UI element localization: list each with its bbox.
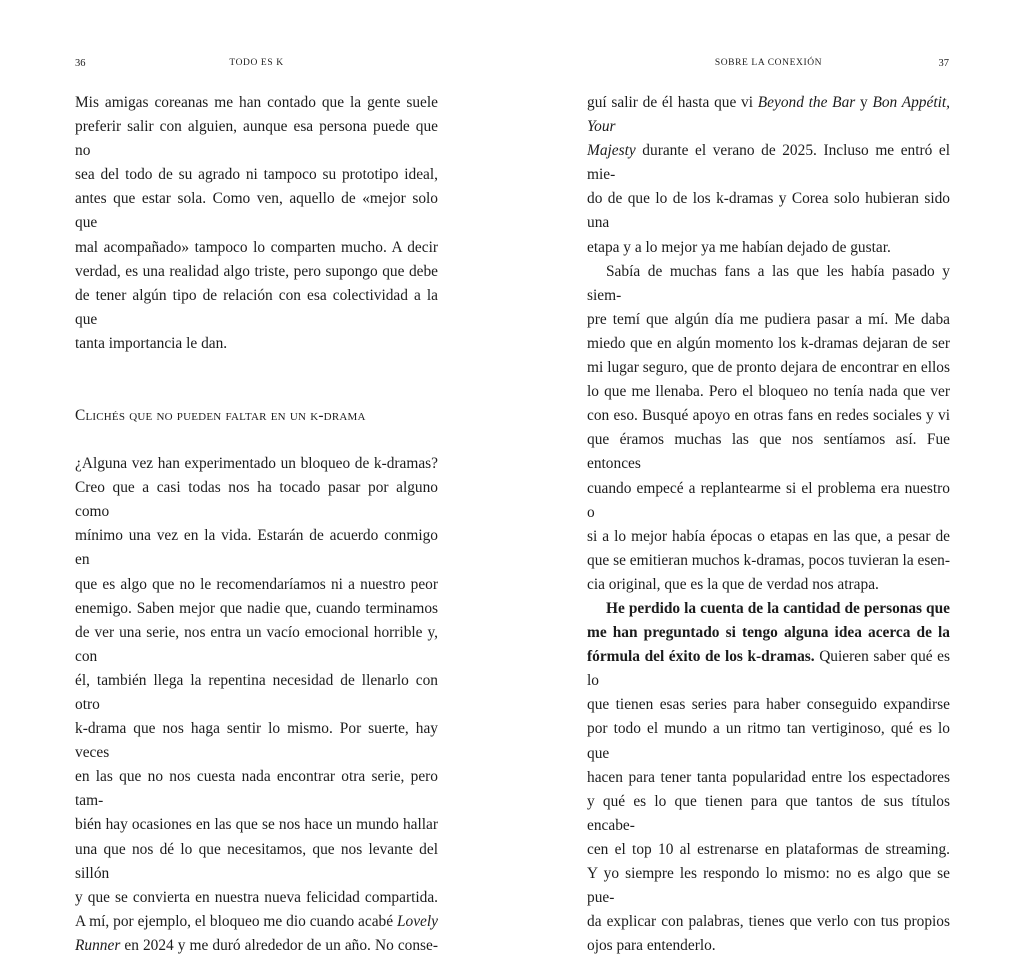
text-line: una que nos dé lo que necesitamos, que nos levante del sillón [75, 840, 438, 882]
text-line: lo que me llenaba. Pero el bloqueo no tenía nada que ver [587, 383, 950, 401]
text-line: mínimo una vez en la vida. Estarán de acuerdo conmigo en [75, 527, 438, 569]
text-line: cia original, que es la que de verdad nos atrapa. [587, 575, 879, 593]
left-body-text [75, 91, 438, 958]
text-line: ¿Alguna vez han experimentado un bloqueo de k-dramas? [75, 455, 438, 473]
text-line: con eso. Busqué apoyo en otras fans en redes sociales y vi [587, 407, 950, 425]
text-line: Creo que a casi todas nos ha tocado pasar por alguno como [75, 479, 438, 521]
text-line: que es algo que no le recomendaríamos ni a nuestro peor [75, 575, 438, 593]
text-line: que tienen esas series para haber conseguido expandirse [587, 696, 950, 714]
title-italic: Majesty [587, 142, 636, 160]
text-line: él, también llega la repentina necesidad de llenarlo con otro [75, 671, 438, 713]
title-italic: Lovely [396, 912, 438, 930]
text-run-bold: fórmula del éxito de los k-dramas. [587, 648, 815, 666]
text-run: en 2024 y me duró alrededor de un año. No conse- [120, 936, 438, 954]
right-page [512, 0, 1024, 955]
text-line: cen el top 10 al estrenarse en plataformas de streaming. [587, 840, 950, 858]
text-line: He perdido la cuenta de la cantidad de personas que [606, 599, 950, 617]
text-line: pre temí que algún día me pudiera pasar a mí. Me daba [587, 310, 950, 328]
text-line: da explicar con palabras, tienes que verlo con tus propios [587, 913, 950, 931]
paragraph [587, 597, 950, 958]
text-line: Mis amigas coreanas me han contado que la gente suele [75, 94, 438, 111]
text-line: sea del todo de su agrado ni tampoco su prototipo ideal, [75, 166, 438, 184]
running-head: TODO ES K [229, 58, 284, 68]
paragraph [75, 91, 438, 356]
text-line: tanta importancia le dan. [75, 334, 228, 352]
text-line: Sabía de muchas fans a las que les había pasado y siem- [587, 262, 950, 304]
title-italic: Runner [75, 936, 121, 954]
paragraph [587, 91, 950, 260]
running-head: SOBRE LA CONEXIÓN [714, 58, 823, 68]
text-line: por todo el mundo a un ritmo tan vertiginoso, qué es lo que [587, 720, 950, 762]
text-line [75, 910, 438, 934]
text-line: Y yo siempre les respondo lo mismo: no es algo que se pue- [587, 865, 950, 907]
text-line: bién hay ocasiones en las que se nos hace un mundo hallar [75, 816, 438, 834]
text-line: k-drama que nos haga sentir lo mismo. Por suerte, hay veces [75, 720, 438, 762]
right-body-text [587, 91, 950, 958]
left-page [0, 0, 512, 954]
text-run: y [855, 94, 873, 111]
paragraph [587, 260, 950, 597]
text-line: antes que estar sola. Como ven, aquello de «mejor solo que [75, 190, 438, 232]
text-run: guí salir de él hasta que vi [587, 94, 758, 111]
text-line: de ver una serie, nos entra un vacío emocional horrible y, con [75, 623, 438, 665]
text-line: enemigo. Saben mejor que nadie que, cuando terminamos [75, 599, 438, 617]
text-line [75, 934, 438, 958]
text-line: do de que lo de los k-dramas y Corea solo hubieran sido una [587, 190, 950, 232]
section-title: Clichés que no pueden faltar en un k-drama [75, 407, 366, 425]
text-line: en las que no nos cuesta nada encontrar otra serie, pero tam- [75, 768, 438, 810]
text-line: que se emitieran muchos k-dramas, pocos tuvieran la esen- [587, 551, 950, 569]
paragraph [75, 452, 438, 958]
text-line: verdad, es una realidad algo triste, pero supongo que debe [75, 262, 438, 280]
text-line: preferir salir con alguien, aunque esa persona puede que no [75, 118, 438, 160]
text-line: ojos para entenderlo. [587, 937, 716, 955]
text-line [587, 645, 950, 693]
text-line: miedo que en algún momento los k-dramas dejaran de ser [587, 334, 950, 352]
page-number: 37 [938, 58, 949, 69]
page-number: 36 [75, 58, 86, 69]
text-line [587, 139, 950, 187]
text-line: de tener algún tipo de relación con esa colectividad a la que [75, 286, 438, 328]
text-line: que éramos muchas las que nos sentíamos así. Fue entonces [587, 431, 950, 473]
text-line: y que se convierta en nuestra nueva felicidad compartida. [75, 888, 438, 906]
text-line: etapa y a lo mejor ya me habían dejado de gustar. [587, 238, 891, 256]
text-line: me han preguntado si tengo alguna idea acerca de la [587, 624, 950, 642]
text-line: si a lo mejor había épocas o etapas en las que, a pesar de [587, 527, 950, 545]
text-line: mal acompañado» tampoco lo comparten mucho. A decir [75, 238, 438, 256]
text-line: mi lugar seguro, que de pronto dejara de encontrar en ellos [587, 359, 950, 377]
text-run: A mí, por ejemplo, el bloqueo me dio cuando acabé [75, 912, 397, 930]
text-line: hacen para tener tanta popularidad entre los espectadores [587, 768, 950, 786]
text-run: Quieren saber qué es lo [587, 648, 950, 690]
text-run: durante el verano de 2025. Incluso me entró el mie- [587, 142, 950, 184]
title-italic: Beyond the Bar [757, 94, 856, 111]
text-line: y qué es lo que tienen para que tantos de sus títulos encabe- [587, 792, 950, 834]
text-line: cuando empecé a replantearme si el problema era nuestro o [587, 479, 950, 521]
text-line [587, 91, 950, 139]
title-italic: Bon Appétit, Your [587, 94, 950, 136]
